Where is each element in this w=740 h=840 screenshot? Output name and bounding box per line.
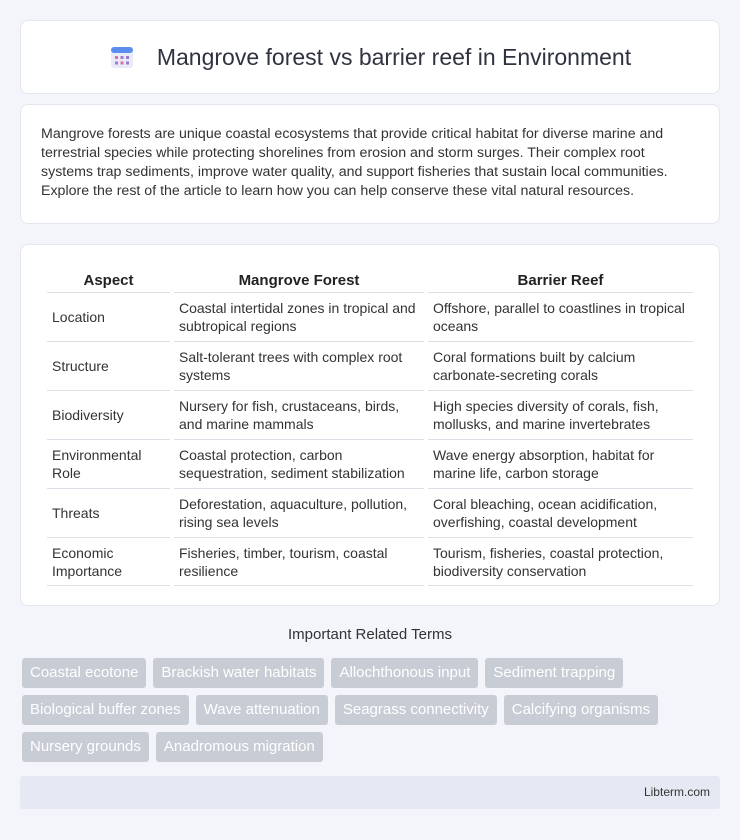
table-row — [47, 390, 693, 439]
cell-reef: High species diversity of corals, fish, mollusks, and marine invertebrates — [428, 390, 693, 439]
table-row — [47, 537, 693, 586]
page-header — [20, 20, 720, 94]
footer-site-link[interactable]: Libterm.com — [643, 785, 710, 799]
related-term-tag[interactable]: Biological buffer zones — [22, 695, 189, 725]
related-term-tag[interactable]: Coastal ecotone — [22, 658, 146, 688]
related-term-tag[interactable]: Anadromous migration — [156, 732, 323, 762]
table-row — [47, 292, 693, 341]
header-mangrove: Mangrove Forest — [238, 272, 360, 289]
comparison-card — [20, 244, 720, 606]
intro-card — [20, 104, 720, 224]
cell-aspect: Environmental Role — [47, 439, 170, 488]
related-term-tag[interactable]: Nursery grounds — [22, 732, 149, 762]
calendar-icon — [109, 44, 135, 70]
cell-mangrove: Fisheries, timber, tourism, coastal resilience — [174, 537, 424, 586]
table-row — [47, 439, 693, 488]
cell-mangrove: Nursery for fish, crustaceans, birds, and marine mammals — [174, 390, 424, 439]
table-row — [47, 341, 693, 390]
page-title: Mangrove forest vs barrier reef in Environment — [156, 43, 632, 70]
cell-reef: Tourism, fisheries, coastal protection, biodiversity conservation — [428, 537, 693, 586]
related-terms-list — [22, 658, 722, 769]
cell-reef: Wave energy absorption, habitat for marine life, carbon storage — [428, 439, 693, 488]
table-row — [47, 488, 693, 537]
cell-reef: Coral bleaching, ocean acidification, overfishing, coastal development — [428, 488, 693, 537]
related-term-tag[interactable]: Sediment trapping — [485, 658, 623, 688]
header-aspect: Aspect — [83, 272, 134, 289]
cell-reef: Offshore, parallel to coastlines in tropical oceans — [428, 292, 693, 341]
cell-mangrove: Deforestation, aquaculture, pollution, rising sea levels — [174, 488, 424, 537]
cell-mangrove: Salt-tolerant trees with complex root systems — [174, 341, 424, 390]
intro-text: Mangrove forests are unique coastal ecosystems that provide critical habitat for diverse marine and terrestrial species while protecting shorelines from erosion and storm surges. Their complex root systems trap sediments, improve water quality, and support fisheries that sustain local communities. Explore the rest of the article to learn how you can help conserve these vital natural resources. — [41, 126, 668, 199]
cell-mangrove: Coastal protection, carbon sequestration, sediment stabilization — [174, 439, 424, 488]
cell-aspect: Location — [47, 292, 170, 341]
related-terms-title: Important Related Terms — [288, 626, 452, 643]
cell-aspect: Threats — [47, 488, 170, 537]
cell-reef: Coral formations built by calcium carbonate-secreting corals — [428, 341, 693, 390]
footer — [20, 776, 720, 809]
related-term-tag[interactable]: Allochthonous input — [331, 658, 478, 688]
table-header-row — [47, 265, 693, 292]
related-term-tag[interactable]: Wave attenuation — [196, 695, 328, 725]
header-reef: Barrier Reef — [517, 272, 604, 289]
related-term-tag[interactable]: Calcifying organisms — [504, 695, 658, 725]
cell-aspect: Structure — [47, 341, 170, 390]
cell-aspect: Biodiversity — [47, 390, 170, 439]
comparison-table — [43, 265, 697, 586]
cell-mangrove: Coastal intertidal zones in tropical and subtropical regions — [174, 292, 424, 341]
related-term-tag[interactable]: Brackish water habitats — [153, 658, 324, 688]
cell-aspect: Economic Importance — [47, 537, 170, 586]
related-term-tag[interactable]: Seagrass connectivity — [335, 695, 497, 725]
